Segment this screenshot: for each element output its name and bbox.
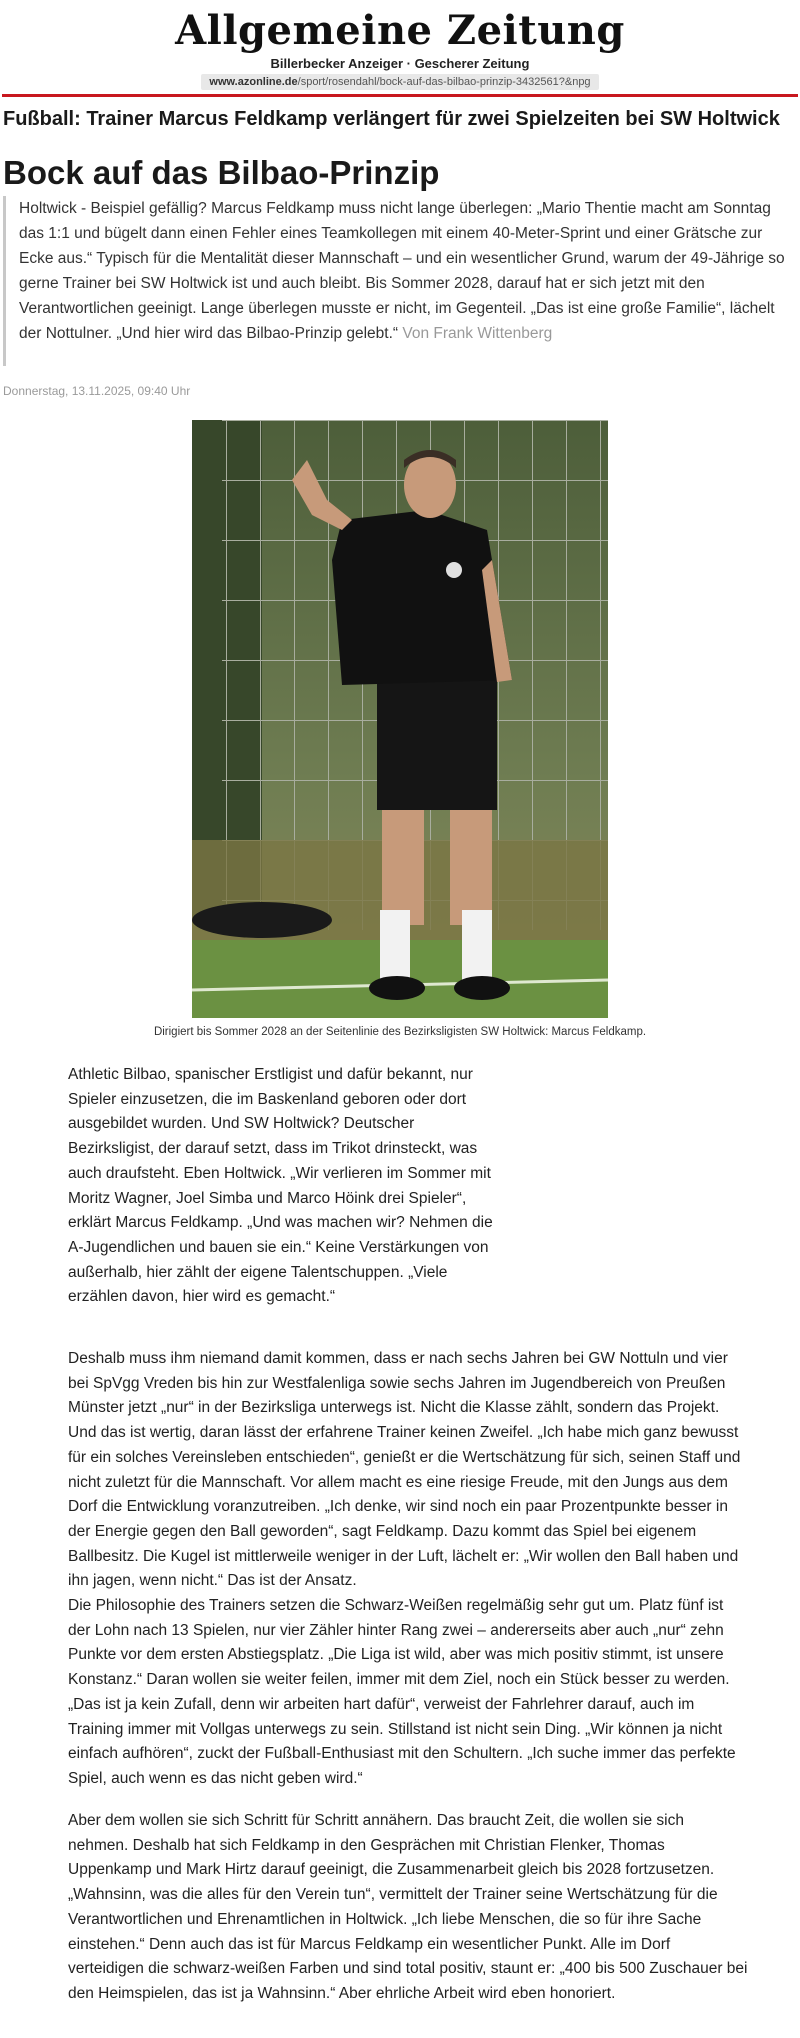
article-author[interactable]: Von Frank Wittenberg <box>402 325 553 342</box>
article-headline: Bock auf das Bilbao-Prinzip <box>3 154 440 191</box>
article-lead <box>3 196 797 366</box>
lead-text: Holtwick - Beispiel gefällig? Marcus Feldkamp muss nicht lange überlegen: „Mario Thentie macht am Sonntag das 1:1 und bügelt dann einen Fehler eines Teamkollegen mit einem 40-Meter-Sprint und einer Grätsche zur Ecke aus.“ Typisch für die Mentalität dieser Mannschaft – und ein wesentlicher Grund, warum der 49-Jährige so gerne Trainer bei SW Holtwick ist und auch bleibt. Bis Sommer 2028, darauf hat er sich jetzt mit den Verantwortlichen geeinigt. Lange überlegen musste er nicht, im Gegenteil. „Das ist eine große Familie“, lächelt der Nottulner. „Und hier wird das Bilbao-Prinzip gelebt.“ <box>19 200 785 342</box>
article-photo[interactable] <box>192 420 608 1018</box>
newspaper-logo[interactable]: Allgemeine Zeitung <box>175 7 625 54</box>
url-path: /sport/rosendahl/bock-auf-das-bilbao-prinzip-3432561?&npg <box>297 76 591 88</box>
body-paragraph-1: Athletic Bilbao, spanischer Erstligist und dafür bekannt, nur Spieler einzusetzen, die im Baskenland geboren oder dort ausgebildet wurden. Und SW Holtwick? Deutscher Bezirksligist, der darauf setzt, dass im Trikot drinsteckt, was auch draufsteht. Eben Holtwick. „Wir verlieren im Sommer mit Moritz Wagner, Joel Simba und Marco Höink drei Spieler“, erklärt Marcus Feldkamp. „Und was machen wir? Nehmen die A-Jugendlichen und bauen sie ein.“ Keine Verstärkungen von außerhalb, hier zählt der eigene Talentschuppen. „Viele erzählen davon, hier wird es gemacht.“ <box>68 1066 493 1306</box>
article-url[interactable] <box>201 74 598 90</box>
publish-date: Donnerstag, 13.11.2025, 09:40 Uhr <box>3 384 191 398</box>
photo-caption: Dirigiert bis Sommer 2028 an der Seitenlinie des Bezirksligisten SW Holtwick: Marcus Feldkamp. <box>153 1026 647 1038</box>
body-paragraph-3: Aber dem wollen sie sich Schritt für Schritt annähern. Das braucht Zeit, die wollen sie sich nehmen. Deshalb hat sich Feldkamp in den Gesprächen mit Christian Flenker, Thomas Uppenkamp und Mark Hirtz darauf geeinigt, die Zusammenarbeit gleich bis 2028 fortzusetzen. „Wahnsinn, was die alles für den Verein tun“, vermittelt der Trainer seine Wertschätzung für die Verantwortlichen und Ehrenamtlichen in Holtwick. „Ich liebe Menschen, die so für ihre Sache einstehen.“ Denn auch das ist für Marcus Feldkamp ein wesentlicher Punkt. Alle im Dorf verteidigen die schwarz-weißen Farben und sind total positiv, staunt er: „400 bis 500 Zuschauer bei den Heimspielen, das ist ja Wahnsinn.“ Aber ehrliche Arbeit wird eben honoriert. <box>68 1812 748 2002</box>
masthead-divider <box>2 94 798 97</box>
masthead-subtitle: Billerbecker Anzeiger · Gescherer Zeitung <box>270 56 530 71</box>
url-domain: www.azonline.de <box>209 76 298 88</box>
masthead <box>0 0 800 88</box>
photo-illustration <box>192 420 608 1018</box>
body-paragraph-2: Deshalb muss ihm niemand damit kommen, dass er nach sechs Jahren bei GW Nottuln und vier bei SpVgg Vreden bis hin zur Westfalenliga sowie sechs Jahren im Jugendbereich von Preußen Münster jetzt „nur“ in der Bezirksliga unterwegs ist. Nicht die Klasse zählt, sondern das Projekt. Und das ist wertig, daran lässt der erfahrene Trainer keinen Zweifel. „Ich habe mich ganz bewusst für ein solches Vereinsleben entschieden“, genießt er die Wertschätzung für sich, seinen Staff und nicht zuletzt für die Mannschaft. Vor allem macht es eine riesige Freude, mit den Jungs aus dem Dorf die Entwicklung voranzutreiben. „Ich denke, wir sind noch ein paar Prozentpunkte besser in der Energie gegen den Ball geworden“, sagt Feldkamp. Dazu kommt das Spiel bei eigenem Ballbesitz. Die Kugel ist mittlerweile weniger in der Luft, lächelt er: „Wir wollen den Ball haben und ihn jagen, wenn nicht.“ Das ist der Ansatz. Die Philosophie des Trainers setzen die Schwarz-Weißen regelmäßig sehr gut um. Platz fünf ist der Lohn nach 13 Spielen, nur vier Zähler hinter Rang zwei – andererseits aber auch „nur“ zehn Punkte vor dem ersten Abstiegsplatz. „Die Liga ist wild, aber was mich positiv stimmt, ist unsere Konstanz.“ Daran wollen sie weiter feilen, immer mit dem Ziel, noch ein Stück besser zu werden. „Das ist ja kein Zufall, denn wir arbeiten hart dafür“, verweist der Fahrlehrer darauf, auch im Training immer mit Vollgas unterwegs zu sein. Stillstand ist nicht sein Ding. „Wir können ja nicht einfach aufhören“, zuckt der Fußball-Enthusiast mit den Schultern. „Ich suche immer das perfekte Spiel, auch wenn es das nicht geben wird.“ <box>68 1350 741 1787</box>
article-kicker: Fußball: Trainer Marcus Feldkamp verlängert für zwei Spielzeiten bei SW Holtwick <box>3 108 780 130</box>
